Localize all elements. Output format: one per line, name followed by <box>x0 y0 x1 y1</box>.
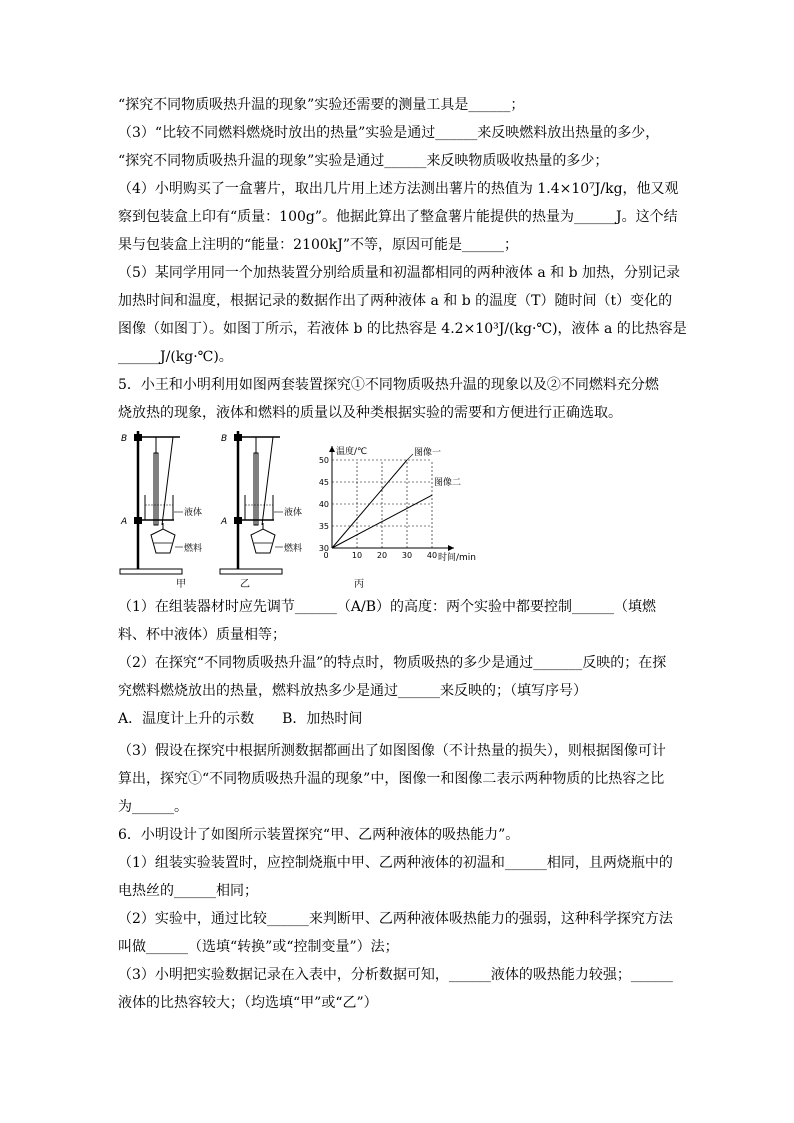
answer-blank: ______ <box>448 967 491 983</box>
text-segment: （3）假设在探究中根据所测数据都画出了如图图像（不计热量的损失），则根据图像可计 <box>118 743 666 759</box>
text-line-17 <box>118 710 362 728</box>
series-label-2: 图像二 <box>434 478 462 489</box>
answer-blank: ______ <box>504 855 547 871</box>
text-line-24 <box>118 910 673 928</box>
label-b-jia: B <box>121 434 128 444</box>
y-tick-label: 35 <box>318 522 329 531</box>
text-line-27 <box>118 994 378 1012</box>
caption-jia: 甲 <box>176 579 186 590</box>
text-segment: 液体的比热容较大；（均选填“甲”或“乙”） <box>118 995 378 1011</box>
label-a-jia: A <box>121 517 128 527</box>
answer-blank: ______ <box>294 599 337 615</box>
apparatus-jia <box>120 431 202 590</box>
text-segment: 察到包装盒上印有“质量：100g”。他据此算出了整盒薯片能提供的热量为 <box>118 209 574 225</box>
text-segment: A．温度计上升的示数 B．加热时间 <box>118 711 363 727</box>
text-line-18 <box>118 742 666 760</box>
text-segment: 5．小王和小明利用如图两套装置探究①不同物质吸热升温的现象以及②不同燃料充分燃 <box>118 377 659 393</box>
answer-blank: ______ <box>572 599 615 615</box>
text-segment: ； <box>510 97 525 113</box>
text-line-6 <box>118 236 518 254</box>
text-segment: 叫做 <box>118 939 146 955</box>
text-line-14 <box>118 626 286 644</box>
text-segment: 相同； <box>216 883 258 899</box>
text-line-1 <box>118 96 524 114</box>
label-fuel-jia: 燃料 <box>184 544 203 554</box>
answer-blank: ______ <box>630 967 673 983</box>
answer-blank: ______ <box>468 97 511 113</box>
text-line-21 <box>118 826 519 844</box>
text-segment: “探究不同物质吸热升温的现象”实验还需要的测量工具是 <box>118 97 469 113</box>
label-fuel-yi: 燃料 <box>284 544 303 554</box>
text-segment: “探究不同物质吸热升温的现象”实验是通过 <box>118 153 385 169</box>
text-segment: （1）在组装器材时应先调节 <box>118 599 295 615</box>
answer-blank: ______ <box>266 911 309 927</box>
y-tick-label: 45 <box>318 478 329 487</box>
text-segment: 图像（如图丁）。如图丁所示，若液体 b 的比热容是 4.2×10³J/(kg·℃)，液体 a 的比热容是 <box>118 321 687 337</box>
text-segment: 来判断甲、乙两种液体吸热能力的强弱，这种科学探究方法 <box>308 911 673 927</box>
x-tick-label: 10 <box>351 551 363 560</box>
text-segment: 烧放热的现象，液体和燃料的质量以及种类根据实验的需要和方便进行正确选取。 <box>118 405 622 421</box>
text-segment: 来反映燃料放出热量的多少， <box>477 125 660 141</box>
y-axis-label: 温度/℃ <box>336 447 368 457</box>
answer-blank: ______ <box>174 883 216 899</box>
text-segment: （填燃 <box>614 599 657 615</box>
series-label-leader-1 <box>407 454 413 460</box>
text-line-12 <box>118 404 622 422</box>
label-b-yi: B <box>221 434 228 444</box>
label-liquid-yi: 液体 <box>284 508 303 518</box>
apparatus-yi <box>220 431 302 590</box>
text-line-16 <box>118 682 587 700</box>
text-line-3 <box>118 152 608 170</box>
text-segment: 究燃料燃烧放出的热量，燃料放热多少是通过 <box>118 683 398 699</box>
text-segment: （A/B）的高度：两个实验中都要控制 <box>336 599 573 615</box>
x-tick-label: 20 <box>376 551 388 560</box>
text-segment: （3）小明把实验数据记录在入表中，分析数据可知， <box>118 967 449 983</box>
text-segment: 来反映的；（填写序号） <box>440 683 587 699</box>
text-segment: 相同，且两烧瓶中的 <box>546 855 673 871</box>
x-axis-label: 时间/min <box>438 553 477 563</box>
answer-blank: ______ <box>118 349 160 365</box>
y-tick-label: 50 <box>318 456 329 465</box>
text-segment: 反映的；在探 <box>582 655 667 671</box>
text-segment: 加热时间和温度，根据记录的数据作出了两种液体 a 和 b 的温度（T）随时间（t）变化的 <box>118 293 673 309</box>
text-segment: 果与包装盒上注明的“能量：2100kJ”不等，原因可能是 <box>118 237 463 253</box>
text-line-22 <box>118 854 673 872</box>
y-tick-label: 30 <box>318 544 329 553</box>
answer-blank: ______ <box>384 153 427 169</box>
x-tick-label: 0 <box>323 551 329 560</box>
text-segment: （4）小明购买了一盒薯片，取出几片用上述方法测出薯片的热值为 1.4×10⁷J/kg，他又观 <box>118 181 679 197</box>
text-line-11 <box>118 376 659 394</box>
series-line-1 <box>332 460 407 548</box>
text-segment: 。 <box>174 799 188 815</box>
series-label-1: 图像一 <box>414 448 442 458</box>
text-segment: 液体的吸热能力较强； <box>490 967 631 983</box>
text-line-23 <box>118 882 258 900</box>
answer-blank: ______ <box>132 799 174 815</box>
text-segment: J。这个结 <box>616 209 678 225</box>
text-segment: （2）在探究“不同物质吸热升温”的特点时，物质吸热的多少是通过 <box>118 655 534 671</box>
text-line-15 <box>118 654 666 672</box>
answer-blank: ______ <box>435 125 478 141</box>
label-a-yi: A <box>221 517 228 527</box>
answer-blank: ______ <box>574 209 616 225</box>
caption-bing: 丙 <box>354 579 364 590</box>
y-axis-arrow <box>329 446 335 452</box>
text-line-25 <box>118 938 399 956</box>
text-segment: （选填“转换”或“控制变量”）法； <box>188 939 399 955</box>
temperature-time-chart <box>319 445 476 563</box>
text-line-5 <box>118 208 678 226</box>
text-segment: （3）“比较不同燃料燃烧时放出的热量”实验是通过 <box>118 125 436 141</box>
text-line-8 <box>118 292 672 310</box>
x-axis-arrow <box>448 545 454 551</box>
text-line-4 <box>118 180 679 198</box>
text-line-26 <box>118 966 673 984</box>
text-segment: 电热丝的 <box>118 883 174 899</box>
text-segment: （1）组装实验装置时，应控制烧瓶中甲、乙两种液体的初温和 <box>118 855 505 871</box>
text-line-2 <box>118 124 659 142</box>
text-line-7 <box>118 264 680 282</box>
experiment-figure <box>118 425 478 595</box>
label-liquid-jia: 液体 <box>184 508 203 518</box>
answer-blank: ______ <box>462 237 505 253</box>
answer-blank: ______ <box>398 683 440 699</box>
text-segment: 算出，探究①“不同物质吸热升温的现象”中，图像一和图像二表示两种物质的比热容之比 <box>118 771 665 787</box>
text-line-20 <box>118 798 188 816</box>
text-line-13 <box>118 598 656 616</box>
answer-blank: ______ <box>146 939 188 955</box>
x-tick-label: 30 <box>401 551 413 560</box>
text-segment: 来反映物质吸收热量的多少； <box>426 153 609 169</box>
y-tick-label: 40 <box>318 500 329 509</box>
text-line-9 <box>118 320 687 338</box>
text-segment: （2）实验中，通过比较 <box>118 911 267 927</box>
text-segment: ； <box>504 237 519 253</box>
x-tick-label: 40 <box>426 551 438 560</box>
text-segment: （5）某同学用同一个加热装置分别给质量和初温都相同的两种液体 a 和 b 加热，分别记录 <box>118 265 681 281</box>
text-segment: J/(kg·℃)。 <box>160 349 233 365</box>
answer-blank: _______ <box>533 655 583 671</box>
text-segment: 6．小明设计了如图所示装置探究“甲、乙两种液体的吸热能力”。 <box>118 827 520 843</box>
text-segment: 料、杯中液体）质量相等； <box>118 627 286 643</box>
text-segment: 为 <box>118 799 132 815</box>
caption-yi: 乙 <box>240 579 250 590</box>
text-line-10 <box>118 348 233 366</box>
text-line-19 <box>118 770 664 788</box>
